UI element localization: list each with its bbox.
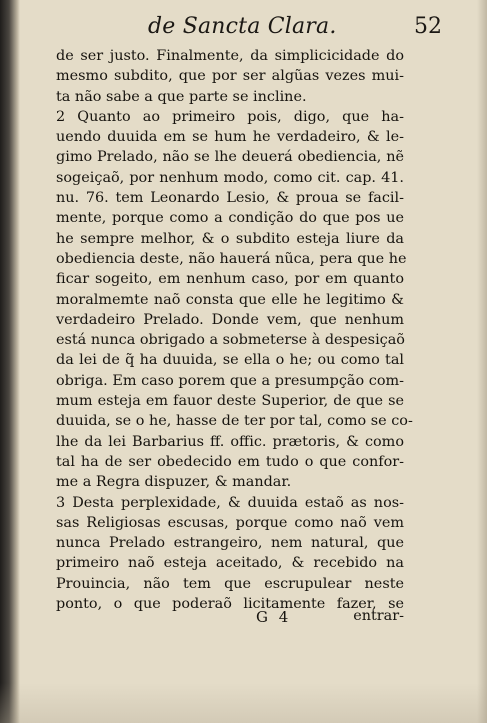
text-line: sogeiçaõ, por nenhum modo, como cit. cap. 41. [56, 169, 404, 186]
body-text [56, 46, 413, 614]
text-line: primeiro naõ esteja aceitado, & recebido na [56, 555, 404, 572]
text-line: duuida, se o he, hasse de ter por tal, como se co- [56, 413, 413, 430]
text-line: uendo duuida em se hum he verdadeiro, & le- [56, 129, 404, 146]
text-line: he sempre melhor, & o subdito esteja liure da [56, 230, 404, 247]
text-line: sas Religiosas escusas, porque como naõ vem [56, 514, 404, 531]
text-line: tal ha de ser obedecido em tudo o que confor- [56, 453, 404, 470]
text-line: 3 Desta perplexidade, & duuida estaõ as nos- [56, 494, 404, 511]
catchword: entrar- [353, 608, 404, 624]
text-line: moralmemte naõ consta que elle he legitimo & [56, 291, 404, 308]
text-line: ta não sabe a que parte se incline. [56, 88, 307, 105]
text-line: mesmo subdito, que por ser algũas vezes mui- [56, 68, 404, 85]
signature-mark: G 4 [256, 608, 292, 626]
text-line: lhe da lei Barbarius ff. offic. prætoris, & como [56, 433, 404, 450]
text-line: da lei de q̃ ha duuida, se ella o he; ou como tal [56, 352, 404, 369]
text-line: gimo Prelado, não se lhe deuerá obediencia, nẽ [56, 149, 404, 166]
text-line: de ser justo. Finalmente, da simplicicidade do [56, 48, 404, 64]
text-line: ponto, o que poderaõ licitamente fazer, se [56, 596, 404, 613]
page-edge [477, 0, 487, 723]
text-line: nunca Prelado estrangeiro, nem natural, que [56, 535, 404, 552]
page-number: 52 [414, 14, 442, 39]
page-header [60, 14, 450, 44]
text-line: me a Regra dispuzer, & mandar. [56, 474, 292, 491]
text-line: verdadeiro Prelado. Donde vem, que nenhum [56, 311, 404, 328]
text-line: obriga. Em caso porem que a presumpção com- [56, 372, 404, 389]
text-line: ficar sogeito, em nenhum caso, por em quanto [56, 271, 404, 288]
running-title: de Sancta Clara. [148, 14, 337, 39]
text-line: obediencia deste, não hauerá nũca, pera que he [56, 250, 407, 267]
text-line: está nunca obrigado a sobmeterse à despesiçaõ [56, 332, 405, 349]
binding-gutter [0, 0, 20, 723]
text-line: nu. 76. tem Leonardo Lesio, & proua se facil- [56, 190, 404, 207]
text-line: Prouincia, não tem que escrupulear neste [56, 575, 404, 592]
page-footer [56, 608, 404, 630]
text-line: 2 Quanto ao primeiro pois, digo, que ha- [56, 108, 404, 125]
text-line: mente, porque como a condição do que pos ue [56, 210, 404, 227]
page-bottom-shadow [0, 683, 487, 723]
text-line: mum esteja em fauor deste Superior, de que se [56, 393, 404, 410]
